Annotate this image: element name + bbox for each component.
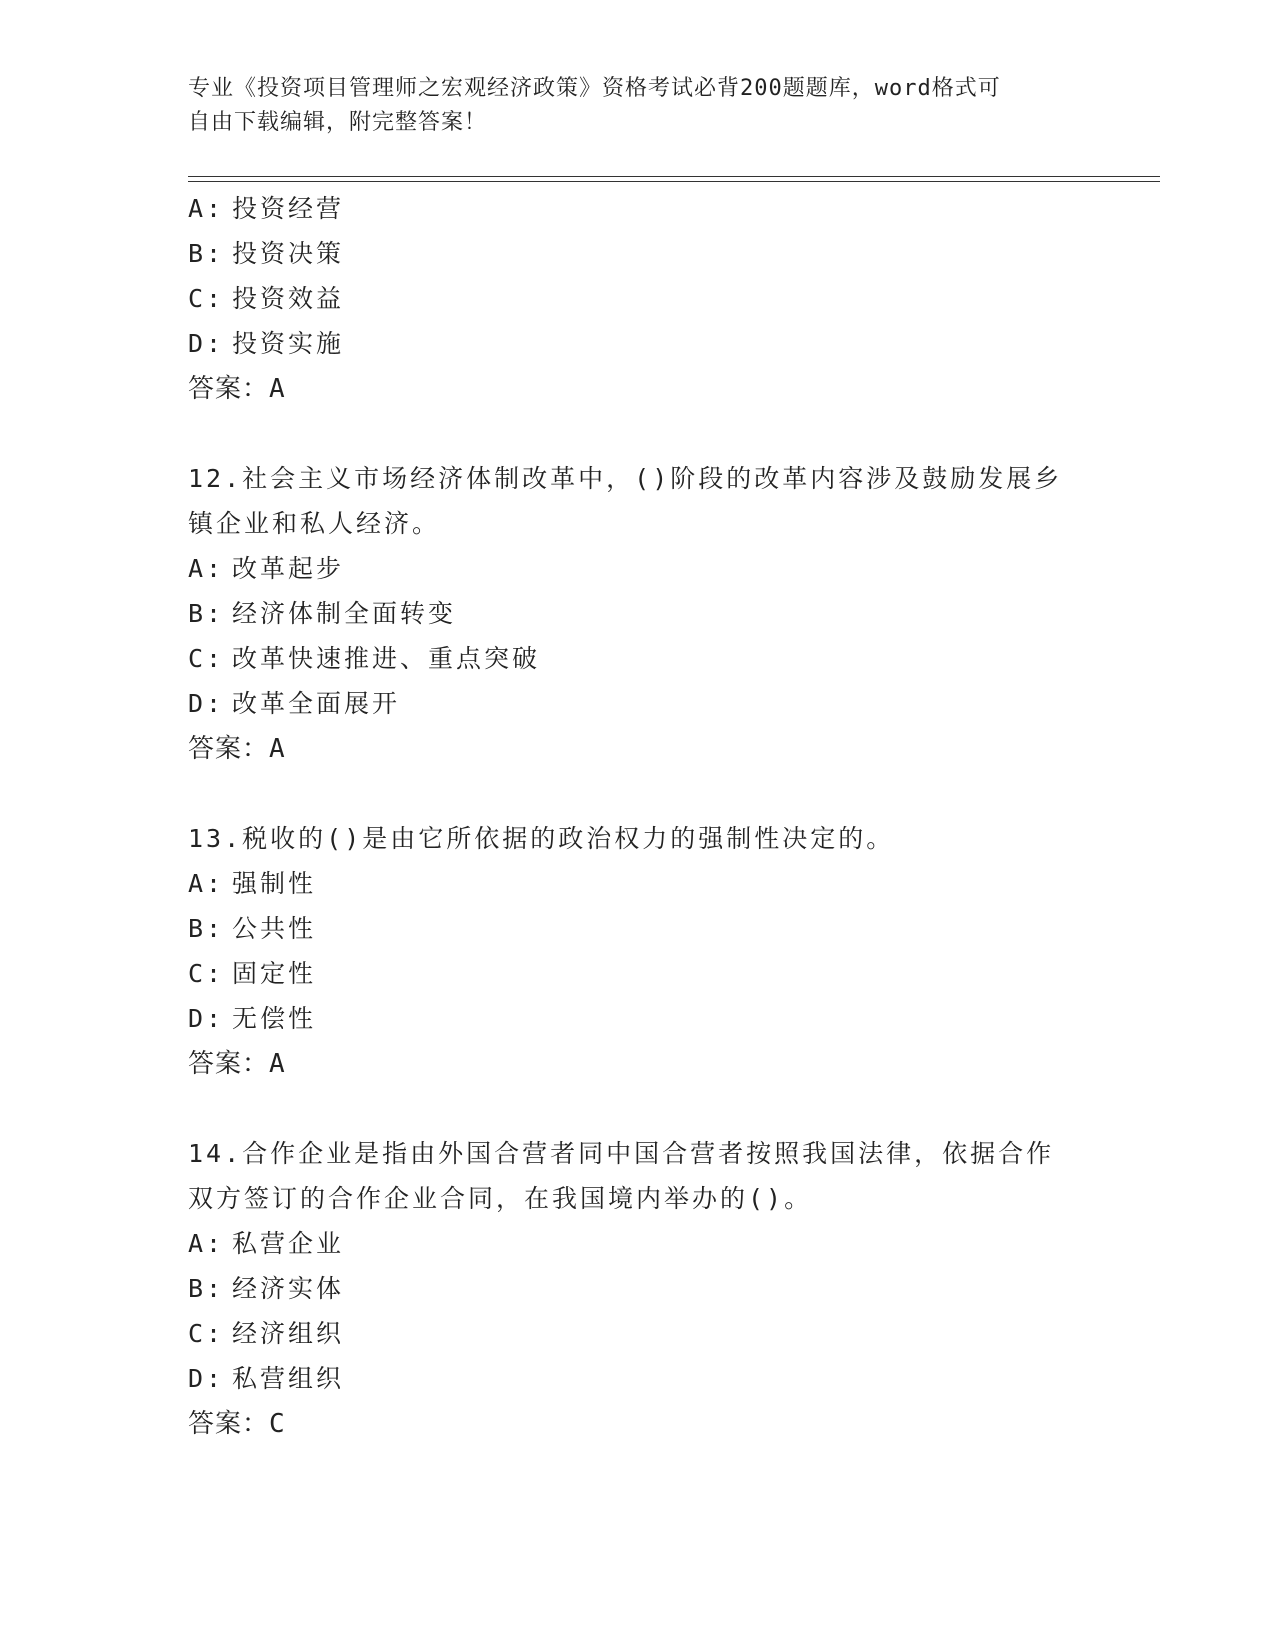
q13-option-c: C: 固定性: [188, 959, 317, 988]
q14-stem-line-1: 14.合作企业是指由外国合营者同中国合营者按照我国法律，依据合作: [188, 1139, 1055, 1168]
q13-option-b: B: 公共性: [188, 914, 317, 943]
document-header: [188, 72, 1088, 140]
q12-option-c: C: 改革快速推进、重点突破: [188, 644, 541, 673]
q14-stem-line-2: 双方签订的合作企业合同，在我国境内举办的()。: [188, 1184, 813, 1213]
q14-answer: 答案：C: [188, 1409, 286, 1439]
header-line-1: 专业《投资项目管理师之宏观经济政策》资格考试必背200题题库，word格式可: [188, 76, 1001, 101]
header-divider-bottom: [188, 181, 1160, 182]
q11-option-c: C: 投资效益: [188, 284, 345, 313]
q13-option-a: A: 强制性: [188, 869, 317, 898]
q14-option-d: D: 私营组织: [188, 1364, 345, 1393]
q14-option-b: B: 经济实体: [188, 1274, 345, 1303]
q11-answer: 答案：A: [188, 374, 286, 404]
q12-option-d: D: 改革全面展开: [188, 689, 401, 718]
q11-option-d: D: 投资实施: [188, 329, 345, 358]
q12-stem-line-2: 镇企业和私人经济。: [188, 509, 441, 538]
q12-stem-line-1: 12.社会主义市场经济体制改革中，()阶段的改革内容涉及鼓励发展乡: [188, 464, 1063, 493]
header-line-2: 自由下载编辑，附完整答案！: [188, 110, 488, 135]
q12-option-a: A: 改革起步: [188, 554, 345, 583]
q14-option-a: A: 私营企业: [188, 1229, 345, 1258]
q12-answer: 答案：A: [188, 734, 286, 764]
header-divider-top: [188, 176, 1160, 177]
q13-stem-line-1: 13.税收的()是由它所依据的政治权力的强制性决定的。: [188, 824, 895, 853]
q12-option-b: B: 经济体制全面转变: [188, 599, 457, 628]
q13-answer: 答案：A: [188, 1049, 286, 1079]
q11-option-b: B: 投资决策: [188, 239, 345, 268]
q13-option-d: D: 无偿性: [188, 1004, 317, 1033]
q14-option-c: C: 经济组织: [188, 1319, 345, 1348]
q11-option-a: A: 投资经营: [188, 194, 345, 223]
